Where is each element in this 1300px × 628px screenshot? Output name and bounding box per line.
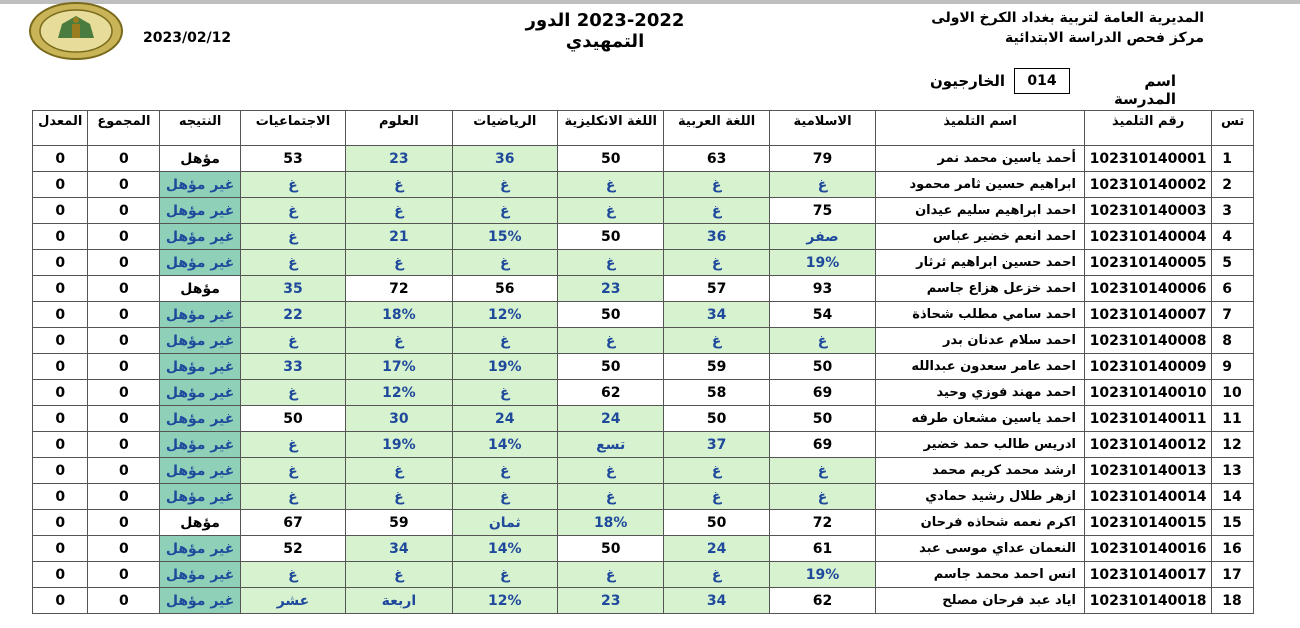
- col-result-header: النتيجه: [160, 111, 240, 146]
- school-label: اسم المدرسة: [1114, 72, 1176, 108]
- total-cell: 0: [88, 432, 160, 458]
- average-cell: 0: [33, 328, 88, 354]
- arabic-cell: غ: [664, 198, 769, 224]
- total-cell: 0: [88, 510, 160, 536]
- student-name-cell: احمد سلام عدنان بدر: [876, 328, 1085, 354]
- student-name-cell: انس احمد محمد جاسم: [876, 562, 1085, 588]
- average-cell: 0: [33, 432, 88, 458]
- result-cell: غير مؤهل: [160, 406, 240, 432]
- student-id-cell: 102310140008: [1084, 328, 1211, 354]
- seq-cell: 1: [1212, 146, 1254, 172]
- social-cell: 50: [240, 406, 345, 432]
- average-cell: 0: [33, 380, 88, 406]
- student-name-cell: النعمان عداي موسى عبد: [876, 536, 1085, 562]
- table-row: [33, 172, 1254, 198]
- social-cell: غ: [240, 172, 345, 198]
- student-name-cell: اكرم نعمه شحاذه فرحان: [876, 510, 1085, 536]
- seq-cell: 2: [1212, 172, 1254, 198]
- islamic-cell: 19%: [769, 250, 875, 276]
- average-cell: 0: [33, 562, 88, 588]
- english-cell: 62: [557, 380, 663, 406]
- result-cell: غير مؤهل: [160, 380, 240, 406]
- arabic-cell: غ: [664, 250, 769, 276]
- arabic-cell: غ: [664, 458, 769, 484]
- col-student-id-header: رقم التلميذ: [1084, 111, 1211, 146]
- col-science-header: العلوم: [346, 111, 452, 146]
- col-english-header: اللغة الانكليزية: [557, 111, 663, 146]
- average-cell: 0: [33, 276, 88, 302]
- result-cell: غير مؤهل: [160, 224, 240, 250]
- average-cell: 0: [33, 146, 88, 172]
- student-name-cell: ابراهيم حسين ثامر محمود: [876, 172, 1085, 198]
- english-cell: 50: [557, 302, 663, 328]
- col-arabic-header: اللغة العربية: [664, 111, 769, 146]
- social-cell: عشر: [240, 588, 345, 614]
- science-cell: 19%: [346, 432, 452, 458]
- social-cell: غ: [240, 380, 345, 406]
- student-name-cell: احمد حسين ابراهيم ثرثار: [876, 250, 1085, 276]
- student-id-cell: 102310140004: [1084, 224, 1211, 250]
- science-cell: غ: [346, 328, 452, 354]
- islamic-cell: 75: [769, 198, 875, 224]
- result-cell: غير مؤهل: [160, 458, 240, 484]
- social-cell: 35: [240, 276, 345, 302]
- total-cell: 0: [88, 276, 160, 302]
- islamic-cell: غ: [769, 458, 875, 484]
- student-id-cell: 102310140003: [1084, 198, 1211, 224]
- seq-cell: 14: [1212, 484, 1254, 510]
- seq-cell: 13: [1212, 458, 1254, 484]
- math-cell: 56: [452, 276, 557, 302]
- result-cell: غير مؤهل: [160, 172, 240, 198]
- english-cell: 50: [557, 224, 663, 250]
- seq-cell: 5: [1212, 250, 1254, 276]
- table-row: [33, 354, 1254, 380]
- seq-cell: 9: [1212, 354, 1254, 380]
- social-cell: غ: [240, 458, 345, 484]
- total-cell: 0: [88, 250, 160, 276]
- student-name-cell: أحمد ياسين محمد نمر: [876, 146, 1085, 172]
- student-name-cell: احمد سامي مطلب شحاذة: [876, 302, 1085, 328]
- social-cell: 33: [240, 354, 345, 380]
- total-cell: 0: [88, 536, 160, 562]
- grades-table: [32, 110, 1254, 614]
- average-cell: 0: [33, 224, 88, 250]
- student-id-cell: 102310140001: [1084, 146, 1211, 172]
- english-cell: غ: [557, 172, 663, 198]
- english-cell: غ: [557, 250, 663, 276]
- student-name-cell: ازهر طلال رشيد حمادي: [876, 484, 1085, 510]
- table-row: [33, 510, 1254, 536]
- arabic-cell: غ: [664, 562, 769, 588]
- math-cell: غ: [452, 198, 557, 224]
- social-cell: غ: [240, 432, 345, 458]
- arabic-cell: 57: [664, 276, 769, 302]
- result-cell: غير مؤهل: [160, 484, 240, 510]
- arabic-cell: 50: [664, 510, 769, 536]
- table-row: [33, 484, 1254, 510]
- average-cell: 0: [33, 484, 88, 510]
- math-cell: 36: [452, 146, 557, 172]
- english-cell: غ: [557, 562, 663, 588]
- issue-date: 2023/02/12: [143, 30, 232, 46]
- islamic-cell: 19%: [769, 562, 875, 588]
- social-cell: 52: [240, 536, 345, 562]
- math-cell: 14%: [452, 432, 557, 458]
- math-cell: غ: [452, 458, 557, 484]
- english-cell: تسع: [557, 432, 663, 458]
- student-id-cell: 102310140002: [1084, 172, 1211, 198]
- col-average-header: المعدل: [33, 111, 88, 146]
- math-cell: 19%: [452, 354, 557, 380]
- math-cell: 15%: [452, 224, 557, 250]
- seq-cell: 11: [1212, 406, 1254, 432]
- arabic-cell: غ: [664, 172, 769, 198]
- average-cell: 0: [33, 172, 88, 198]
- english-cell: 23: [557, 588, 663, 614]
- table-row: [33, 406, 1254, 432]
- average-cell: 0: [33, 354, 88, 380]
- seq-cell: 18: [1212, 588, 1254, 614]
- arabic-cell: 34: [664, 302, 769, 328]
- result-cell: غير مؤهل: [160, 588, 240, 614]
- islamic-cell: غ: [769, 328, 875, 354]
- department-heading: [931, 8, 1204, 48]
- math-cell: غ: [452, 172, 557, 198]
- seq-cell: 6: [1212, 276, 1254, 302]
- total-cell: 0: [88, 198, 160, 224]
- table-row: [33, 328, 1254, 354]
- social-cell: 53: [240, 146, 345, 172]
- total-cell: 0: [88, 380, 160, 406]
- average-cell: 0: [33, 588, 88, 614]
- average-cell: 0: [33, 198, 88, 224]
- student-id-cell: 102310140012: [1084, 432, 1211, 458]
- math-cell: 12%: [452, 302, 557, 328]
- islamic-cell: 72: [769, 510, 875, 536]
- student-id-cell: 102310140014: [1084, 484, 1211, 510]
- student-id-cell: 102310140010: [1084, 380, 1211, 406]
- average-cell: 0: [33, 536, 88, 562]
- table-row: [33, 302, 1254, 328]
- col-total-header: المجموع: [88, 111, 160, 146]
- student-name-cell: ارشد محمد كريم محمد: [876, 458, 1085, 484]
- grades-body: [33, 146, 1254, 614]
- science-cell: غ: [346, 250, 452, 276]
- math-cell: غ: [452, 562, 557, 588]
- seq-cell: 16: [1212, 536, 1254, 562]
- student-id-cell: 102310140017: [1084, 562, 1211, 588]
- table-row: [33, 536, 1254, 562]
- student-name-cell: احمد ابراهيم سليم عيدان: [876, 198, 1085, 224]
- student-name-cell: احمد خزعل هزاع جاسم: [876, 276, 1085, 302]
- science-cell: غ: [346, 458, 452, 484]
- math-cell: ثمان: [452, 510, 557, 536]
- english-cell: غ: [557, 458, 663, 484]
- student-name-cell: ادريس طالب حمد خضير: [876, 432, 1085, 458]
- seq-cell: 8: [1212, 328, 1254, 354]
- table-row: [33, 380, 1254, 406]
- science-cell: 59: [346, 510, 452, 536]
- student-id-cell: 102310140015: [1084, 510, 1211, 536]
- col-islamic-header: الاسلامية: [769, 111, 875, 146]
- math-cell: غ: [452, 380, 557, 406]
- student-name-cell: احمد ياسين مشعان طرفه: [876, 406, 1085, 432]
- science-cell: 72: [346, 276, 452, 302]
- islamic-cell: 50: [769, 354, 875, 380]
- english-cell: غ: [557, 484, 663, 510]
- science-cell: 23: [346, 146, 452, 172]
- english-cell: غ: [557, 198, 663, 224]
- science-cell: 12%: [346, 380, 452, 406]
- col-math-header: الرياضيات: [452, 111, 557, 146]
- arabic-cell: غ: [664, 484, 769, 510]
- arabic-cell: غ: [664, 328, 769, 354]
- seq-cell: 3: [1212, 198, 1254, 224]
- science-cell: اربعة: [346, 588, 452, 614]
- col-social-header: الاجتماعيات: [240, 111, 345, 146]
- arabic-cell: 58: [664, 380, 769, 406]
- total-cell: 0: [88, 406, 160, 432]
- result-cell: غير مؤهل: [160, 328, 240, 354]
- student-id-cell: 102310140006: [1084, 276, 1211, 302]
- seq-cell: 7: [1212, 302, 1254, 328]
- english-cell: غ: [557, 328, 663, 354]
- col-seq-header: تس: [1212, 111, 1254, 146]
- english-cell: 24: [557, 406, 663, 432]
- total-cell: 0: [88, 224, 160, 250]
- math-cell: 12%: [452, 588, 557, 614]
- school-name: الخارجيون: [930, 72, 1005, 90]
- student-id-cell: 102310140009: [1084, 354, 1211, 380]
- arabic-cell: 36: [664, 224, 769, 250]
- islamic-cell: 61: [769, 536, 875, 562]
- seq-cell: 17: [1212, 562, 1254, 588]
- total-cell: 0: [88, 302, 160, 328]
- table-row: [33, 458, 1254, 484]
- islamic-cell: غ: [769, 484, 875, 510]
- science-cell: غ: [346, 198, 452, 224]
- science-cell: غ: [346, 172, 452, 198]
- dept-line-1: المديرية العامة لتربية بغداد الكرخ الاولى: [931, 10, 1204, 26]
- arabic-cell: 50: [664, 406, 769, 432]
- social-cell: غ: [240, 198, 345, 224]
- school-code-box: 014: [1014, 68, 1070, 94]
- student-id-cell: 102310140007: [1084, 302, 1211, 328]
- science-cell: 17%: [346, 354, 452, 380]
- english-cell: 50: [557, 354, 663, 380]
- social-cell: غ: [240, 328, 345, 354]
- arabic-cell: 34: [664, 588, 769, 614]
- total-cell: 0: [88, 146, 160, 172]
- table-row: [33, 562, 1254, 588]
- result-cell: غير مؤهل: [160, 536, 240, 562]
- total-cell: 0: [88, 562, 160, 588]
- student-id-cell: 102310140016: [1084, 536, 1211, 562]
- social-cell: غ: [240, 250, 345, 276]
- result-cell: غير مؤهل: [160, 250, 240, 276]
- total-cell: 0: [88, 354, 160, 380]
- dept-line-2: مركز فحص الدراسة الابتدائية: [1004, 30, 1204, 46]
- student-id-cell: 102310140018: [1084, 588, 1211, 614]
- student-id-cell: 102310140005: [1084, 250, 1211, 276]
- exam-title: 2023-2022 الدور التمهيدي: [525, 10, 685, 52]
- social-cell: غ: [240, 484, 345, 510]
- social-cell: غ: [240, 224, 345, 250]
- student-id-cell: 102310140011: [1084, 406, 1211, 432]
- seq-cell: 4: [1212, 224, 1254, 250]
- science-cell: غ: [346, 484, 452, 510]
- average-cell: 0: [33, 250, 88, 276]
- col-student-name-header: اسم التلميذ: [876, 111, 1085, 146]
- science-cell: 21: [346, 224, 452, 250]
- result-cell: غير مؤهل: [160, 198, 240, 224]
- seq-cell: 15: [1212, 510, 1254, 536]
- islamic-cell: 69: [769, 432, 875, 458]
- islamic-cell: 50: [769, 406, 875, 432]
- english-cell: 50: [557, 536, 663, 562]
- result-cell: مؤهل: [160, 510, 240, 536]
- result-cell: مؤهل: [160, 146, 240, 172]
- arabic-cell: 59: [664, 354, 769, 380]
- average-cell: 0: [33, 406, 88, 432]
- total-cell: 0: [88, 328, 160, 354]
- average-cell: 0: [33, 510, 88, 536]
- science-cell: غ: [346, 562, 452, 588]
- arabic-cell: 63: [664, 146, 769, 172]
- student-name-cell: اياد عبد فرحان مصلح: [876, 588, 1085, 614]
- total-cell: 0: [88, 172, 160, 198]
- result-cell: غير مؤهل: [160, 562, 240, 588]
- math-cell: 24: [452, 406, 557, 432]
- science-cell: 34: [346, 536, 452, 562]
- islamic-cell: صفر: [769, 224, 875, 250]
- english-cell: 50: [557, 146, 663, 172]
- student-name-cell: احمد عامر سعدون عبدالله: [876, 354, 1085, 380]
- total-cell: 0: [88, 458, 160, 484]
- seq-cell: 10: [1212, 380, 1254, 406]
- result-cell: غير مؤهل: [160, 354, 240, 380]
- english-cell: 23: [557, 276, 663, 302]
- social-cell: غ: [240, 562, 345, 588]
- table-row: [33, 224, 1254, 250]
- islamic-cell: 54: [769, 302, 875, 328]
- english-cell: 18%: [557, 510, 663, 536]
- seq-cell: 12: [1212, 432, 1254, 458]
- islamic-cell: غ: [769, 172, 875, 198]
- student-name-cell: احمد انعم خضير عباس: [876, 224, 1085, 250]
- student-name-cell: احمد مهند فوزي وحيد: [876, 380, 1085, 406]
- student-id-cell: 102310140013: [1084, 458, 1211, 484]
- average-cell: 0: [33, 302, 88, 328]
- result-cell: مؤهل: [160, 276, 240, 302]
- result-cell: غير مؤهل: [160, 302, 240, 328]
- islamic-cell: 62: [769, 588, 875, 614]
- table-row: [33, 588, 1254, 614]
- math-cell: 14%: [452, 536, 557, 562]
- ministry-logo-seal: [28, 2, 124, 60]
- table-row: [33, 198, 1254, 224]
- table-row: [33, 276, 1254, 302]
- islamic-cell: 93: [769, 276, 875, 302]
- math-cell: غ: [452, 250, 557, 276]
- science-cell: 18%: [346, 302, 452, 328]
- total-cell: 0: [88, 484, 160, 510]
- science-cell: 30: [346, 406, 452, 432]
- average-cell: 0: [33, 458, 88, 484]
- math-cell: غ: [452, 484, 557, 510]
- arabic-cell: 24: [664, 536, 769, 562]
- table-row: [33, 250, 1254, 276]
- total-cell: 0: [88, 588, 160, 614]
- table-row: [33, 146, 1254, 172]
- result-cell: غير مؤهل: [160, 432, 240, 458]
- math-cell: غ: [452, 328, 557, 354]
- social-cell: 67: [240, 510, 345, 536]
- header-row: [33, 111, 1254, 146]
- islamic-cell: 69: [769, 380, 875, 406]
- social-cell: 22: [240, 302, 345, 328]
- arabic-cell: 37: [664, 432, 769, 458]
- top-border-line: [0, 0, 1300, 4]
- islamic-cell: 79: [769, 146, 875, 172]
- table-row: [33, 432, 1254, 458]
